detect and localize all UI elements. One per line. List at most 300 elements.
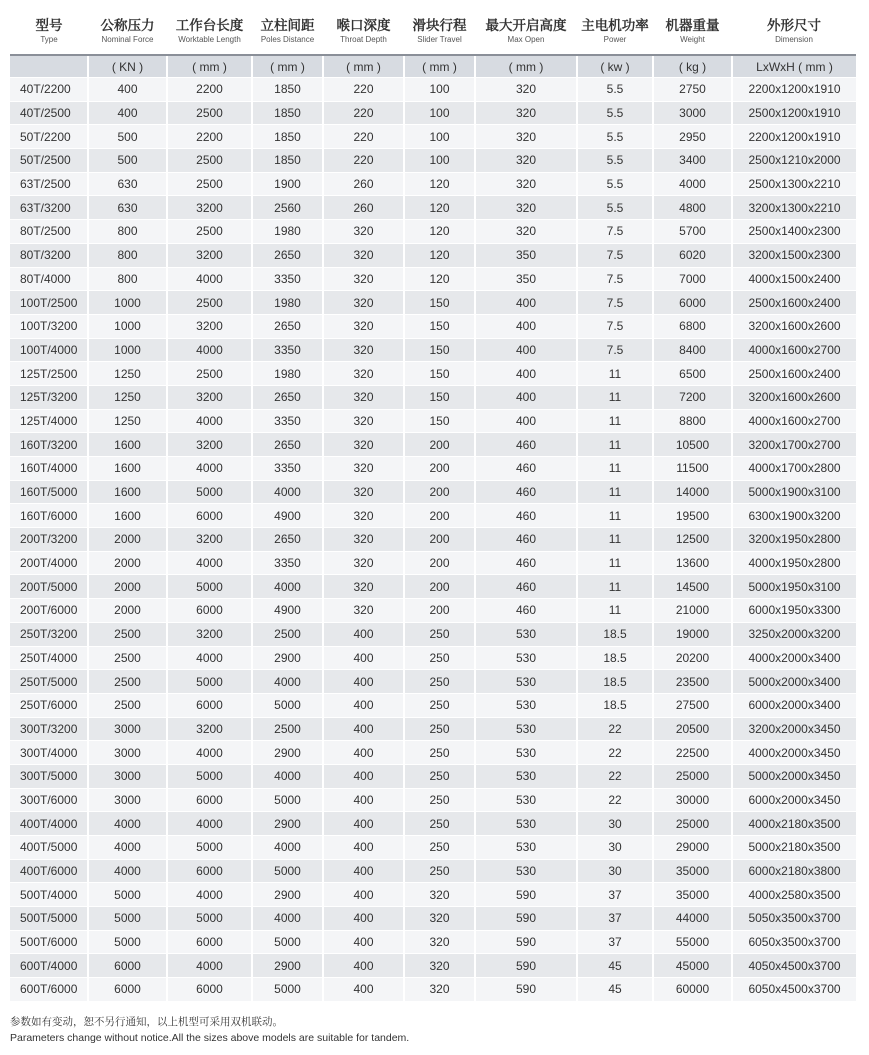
cell-slider-travel: 120 <box>404 196 475 220</box>
table-row <box>10 622 856 646</box>
cell-slider-travel: 200 <box>404 480 475 504</box>
cell-slider-travel: 200 <box>404 433 475 457</box>
spec-sheet <box>10 8 856 1002</box>
cell-dimension: 3200x1300x2210 <box>732 196 856 220</box>
cell-worktable-length: 2500 <box>167 172 252 196</box>
cell-power: 7.5 <box>577 314 653 338</box>
cell-worktable-length: 5000 <box>167 907 252 931</box>
cell-poles-distance: 4900 <box>252 504 323 528</box>
cell-throat-depth: 400 <box>323 622 404 646</box>
cell-max-open: 320 <box>475 196 577 220</box>
cell-dimension: 6050x3500x3700 <box>732 930 856 954</box>
cell-dimension: 5000x2000x3400 <box>732 670 856 694</box>
cell-model: 100T/3200 <box>10 314 88 338</box>
table-row <box>10 504 856 528</box>
cell-throat-depth: 220 <box>323 149 404 173</box>
table-row <box>10 385 856 409</box>
cell-nominal-force: 3000 <box>88 788 167 812</box>
cell-throat-depth: 400 <box>323 646 404 670</box>
cell-worktable-length: 2200 <box>167 78 252 102</box>
cell-throat-depth: 320 <box>323 314 404 338</box>
cell-power: 22 <box>577 717 653 741</box>
cell-weight: 4000 <box>653 172 732 196</box>
cell-slider-travel: 250 <box>404 788 475 812</box>
footnotes <box>10 1014 856 1046</box>
cell-power: 7.5 <box>577 338 653 362</box>
cell-slider-travel: 320 <box>404 930 475 954</box>
cell-max-open: 530 <box>475 764 577 788</box>
cell-slider-travel: 150 <box>404 338 475 362</box>
cell-nominal-force: 4000 <box>88 812 167 836</box>
cell-worktable-length: 3200 <box>167 243 252 267</box>
cell-poles-distance: 2900 <box>252 883 323 907</box>
cell-max-open: 400 <box>475 385 577 409</box>
cell-dimension: 6050x4500x3700 <box>732 978 856 1002</box>
cell-nominal-force: 1600 <box>88 480 167 504</box>
cell-power: 5.5 <box>577 172 653 196</box>
cell-slider-travel: 120 <box>404 267 475 291</box>
cell-worktable-length: 6000 <box>167 504 252 528</box>
cell-dimension: 6300x1900x3200 <box>732 504 856 528</box>
cell-model: 400T/4000 <box>10 812 88 836</box>
cell-nominal-force: 1600 <box>88 457 167 481</box>
unit-cell: ( mm ) <box>475 55 577 78</box>
cell-dimension: 5050x3500x3700 <box>732 907 856 931</box>
cell-model: 50T/2500 <box>10 149 88 173</box>
table-row <box>10 267 856 291</box>
cell-slider-travel: 200 <box>404 528 475 552</box>
cell-dimension: 2200x1200x1910 <box>732 125 856 149</box>
cell-throat-depth: 400 <box>323 836 404 860</box>
cell-slider-travel: 250 <box>404 812 475 836</box>
cell-throat-depth: 320 <box>323 409 404 433</box>
cell-model: 300T/6000 <box>10 788 88 812</box>
cell-worktable-length: 4000 <box>167 812 252 836</box>
cell-max-open: 530 <box>475 717 577 741</box>
cell-max-open: 320 <box>475 149 577 173</box>
cell-slider-travel: 100 <box>404 78 475 102</box>
cell-power: 18.5 <box>577 646 653 670</box>
cell-max-open: 460 <box>475 599 577 623</box>
cell-nominal-force: 2000 <box>88 575 167 599</box>
cell-throat-depth: 400 <box>323 741 404 765</box>
col-header-zh: 最大开启高度 <box>485 17 567 34</box>
cell-power: 5.5 <box>577 125 653 149</box>
col-header-zh: 公称压力 <box>100 17 155 34</box>
cell-throat-depth: 320 <box>323 433 404 457</box>
cell-dimension: 5000x1950x3100 <box>732 575 856 599</box>
cell-slider-travel: 200 <box>404 457 475 481</box>
cell-slider-travel: 150 <box>404 314 475 338</box>
col-header-zh: 立柱间距 <box>260 17 315 34</box>
table-row <box>10 741 856 765</box>
cell-power: 18.5 <box>577 670 653 694</box>
col-header-nominal-force <box>88 8 167 55</box>
cell-dimension: 2500x1600x2400 <box>732 291 856 315</box>
cell-model: 160T/3200 <box>10 433 88 457</box>
cell-throat-depth: 400 <box>323 788 404 812</box>
cell-max-open: 590 <box>475 978 577 1002</box>
cell-dimension: 3200x1600x2600 <box>732 314 856 338</box>
cell-max-open: 400 <box>475 291 577 315</box>
cell-max-open: 400 <box>475 314 577 338</box>
cell-slider-travel: 150 <box>404 291 475 315</box>
cell-weight: 44000 <box>653 907 732 931</box>
table-row <box>10 433 856 457</box>
cell-worktable-length: 3200 <box>167 433 252 457</box>
col-header-zh: 主电机功率 <box>581 17 649 34</box>
cell-dimension: 2500x1400x2300 <box>732 220 856 244</box>
cell-weight: 30000 <box>653 788 732 812</box>
cell-nominal-force: 1000 <box>88 338 167 362</box>
cell-dimension: 3200x1500x2300 <box>732 243 856 267</box>
cell-power: 11 <box>577 551 653 575</box>
cell-max-open: 460 <box>475 528 577 552</box>
cell-weight: 55000 <box>653 930 732 954</box>
cell-max-open: 590 <box>475 954 577 978</box>
cell-poles-distance: 2900 <box>252 646 323 670</box>
cell-dimension: 4000x1500x2400 <box>732 267 856 291</box>
cell-nominal-force: 800 <box>88 243 167 267</box>
cell-worktable-length: 6000 <box>167 978 252 1002</box>
cell-weight: 3000 <box>653 101 732 125</box>
cell-poles-distance: 1850 <box>252 125 323 149</box>
cell-dimension: 3200x1950x2800 <box>732 528 856 552</box>
cell-max-open: 530 <box>475 859 577 883</box>
table-row <box>10 291 856 315</box>
cell-slider-travel: 250 <box>404 670 475 694</box>
cell-nominal-force: 1600 <box>88 433 167 457</box>
cell-power: 11 <box>577 575 653 599</box>
cell-weight: 19000 <box>653 622 732 646</box>
table-row <box>10 338 856 362</box>
cell-poles-distance: 5000 <box>252 978 323 1002</box>
cell-poles-distance: 2650 <box>252 243 323 267</box>
cell-model: 160T/4000 <box>10 457 88 481</box>
table-row <box>10 670 856 694</box>
cell-power: 11 <box>577 504 653 528</box>
table-row <box>10 764 856 788</box>
cell-dimension: 4000x1600x2700 <box>732 409 856 433</box>
cell-nominal-force: 3000 <box>88 764 167 788</box>
unit-cell: ( kg ) <box>653 55 732 78</box>
cell-model: 400T/5000 <box>10 836 88 860</box>
cell-dimension: 4050x4500x3700 <box>732 954 856 978</box>
cell-poles-distance: 2900 <box>252 954 323 978</box>
cell-slider-travel: 200 <box>404 551 475 575</box>
table-row <box>10 717 856 741</box>
cell-slider-travel: 250 <box>404 741 475 765</box>
cell-throat-depth: 400 <box>323 859 404 883</box>
cell-nominal-force: 800 <box>88 220 167 244</box>
cell-model: 500T/5000 <box>10 907 88 931</box>
cell-worktable-length: 5000 <box>167 764 252 788</box>
cell-weight: 20200 <box>653 646 732 670</box>
cell-slider-travel: 150 <box>404 385 475 409</box>
cell-max-open: 460 <box>475 551 577 575</box>
cell-model: 80T/4000 <box>10 267 88 291</box>
col-header-zh: 喉口深度 <box>336 17 391 34</box>
cell-slider-travel: 150 <box>404 409 475 433</box>
col-header-throat-depth <box>323 8 404 55</box>
cell-poles-distance: 5000 <box>252 859 323 883</box>
cell-dimension: 5000x2180x3500 <box>732 836 856 860</box>
cell-worktable-length: 3200 <box>167 196 252 220</box>
cell-poles-distance: 4900 <box>252 599 323 623</box>
cell-throat-depth: 220 <box>323 78 404 102</box>
cell-slider-travel: 320 <box>404 907 475 931</box>
table-row <box>10 362 856 386</box>
table-row <box>10 812 856 836</box>
cell-nominal-force: 1000 <box>88 291 167 315</box>
cell-max-open: 530 <box>475 812 577 836</box>
cell-poles-distance: 3350 <box>252 551 323 575</box>
cell-slider-travel: 250 <box>404 693 475 717</box>
cell-nominal-force: 3000 <box>88 741 167 765</box>
col-header-en: Power <box>603 34 627 44</box>
cell-poles-distance: 1980 <box>252 362 323 386</box>
cell-weight: 6000 <box>653 291 732 315</box>
footnote-zh: 参数如有变动，恕不另行通知，以上机型可采用双机联动。 <box>10 1016 283 1028</box>
cell-poles-distance: 2650 <box>252 314 323 338</box>
unit-cell: ( KN ) <box>88 55 167 78</box>
cell-model: 125T/2500 <box>10 362 88 386</box>
cell-model: 200T/4000 <box>10 551 88 575</box>
cell-poles-distance: 4000 <box>252 907 323 931</box>
cell-throat-depth: 400 <box>323 954 404 978</box>
cell-worktable-length: 2500 <box>167 101 252 125</box>
cell-model: 600T/6000 <box>10 978 88 1002</box>
cell-throat-depth: 320 <box>323 291 404 315</box>
cell-model: 500T/6000 <box>10 930 88 954</box>
col-header-zh: 外形尺寸 <box>767 17 821 34</box>
cell-dimension: 6000x2180x3800 <box>732 859 856 883</box>
cell-max-open: 460 <box>475 504 577 528</box>
cell-model: 250T/3200 <box>10 622 88 646</box>
cell-max-open: 590 <box>475 883 577 907</box>
cell-max-open: 590 <box>475 907 577 931</box>
col-header-en: Weight <box>680 34 705 44</box>
cell-worktable-length: 6000 <box>167 788 252 812</box>
cell-throat-depth: 260 <box>323 196 404 220</box>
cell-power: 11 <box>577 599 653 623</box>
cell-throat-depth: 320 <box>323 243 404 267</box>
cell-model: 100T/2500 <box>10 291 88 315</box>
cell-weight: 7200 <box>653 385 732 409</box>
cell-nominal-force: 1000 <box>88 314 167 338</box>
cell-poles-distance: 1850 <box>252 78 323 102</box>
cell-model: 300T/5000 <box>10 764 88 788</box>
cell-worktable-length: 5000 <box>167 480 252 504</box>
cell-poles-distance: 4000 <box>252 480 323 504</box>
col-header-zh: 型号 <box>35 17 63 34</box>
cell-throat-depth: 320 <box>323 385 404 409</box>
col-header-en: Slider Travel <box>417 34 462 44</box>
cell-nominal-force: 5000 <box>88 883 167 907</box>
cell-weight: 6800 <box>653 314 732 338</box>
cell-model: 125T/3200 <box>10 385 88 409</box>
table-row <box>10 575 856 599</box>
cell-dimension: 5000x1900x3100 <box>732 480 856 504</box>
cell-power: 11 <box>577 409 653 433</box>
spec-table-body <box>10 78 856 1002</box>
cell-max-open: 320 <box>475 220 577 244</box>
col-header-en: Throat Depth <box>340 34 387 44</box>
cell-power: 18.5 <box>577 693 653 717</box>
cell-throat-depth: 400 <box>323 812 404 836</box>
table-row <box>10 859 856 883</box>
cell-worktable-length: 4000 <box>167 954 252 978</box>
cell-dimension: 2500x1200x1910 <box>732 101 856 125</box>
cell-power: 11 <box>577 457 653 481</box>
cell-nominal-force: 630 <box>88 172 167 196</box>
cell-dimension: 4000x1950x2800 <box>732 551 856 575</box>
cell-nominal-force: 2500 <box>88 622 167 646</box>
col-header-en: Nominal Force <box>101 34 154 44</box>
cell-max-open: 350 <box>475 267 577 291</box>
cell-model: 200T/6000 <box>10 599 88 623</box>
cell-power: 7.5 <box>577 220 653 244</box>
cell-max-open: 530 <box>475 788 577 812</box>
cell-weight: 2950 <box>653 125 732 149</box>
cell-poles-distance: 2500 <box>252 622 323 646</box>
cell-weight: 12500 <box>653 528 732 552</box>
cell-power: 7.5 <box>577 291 653 315</box>
cell-power: 5.5 <box>577 78 653 102</box>
cell-weight: 22500 <box>653 741 732 765</box>
cell-slider-travel: 320 <box>404 883 475 907</box>
col-header-en: Dimension <box>775 34 813 44</box>
col-header-type <box>10 8 88 55</box>
table-row <box>10 220 856 244</box>
table-row <box>10 409 856 433</box>
cell-dimension: 3200x2000x3450 <box>732 717 856 741</box>
unit-cell: ( mm ) <box>167 55 252 78</box>
cell-max-open: 530 <box>475 670 577 694</box>
cell-max-open: 460 <box>475 575 577 599</box>
cell-model: 125T/4000 <box>10 409 88 433</box>
unit-cell: ( kw ) <box>577 55 653 78</box>
cell-slider-travel: 320 <box>404 954 475 978</box>
cell-nominal-force: 5000 <box>88 930 167 954</box>
cell-power: 30 <box>577 836 653 860</box>
cell-worktable-length: 4000 <box>167 267 252 291</box>
cell-poles-distance: 3350 <box>252 338 323 362</box>
table-row <box>10 907 856 931</box>
cell-weight: 27500 <box>653 693 732 717</box>
cell-power: 5.5 <box>577 149 653 173</box>
unit-cell: ( mm ) <box>323 55 404 78</box>
col-header-dimension <box>732 8 856 55</box>
cell-poles-distance: 5000 <box>252 693 323 717</box>
cell-dimension: 2200x1200x1910 <box>732 78 856 102</box>
cell-worktable-length: 5000 <box>167 836 252 860</box>
cell-power: 37 <box>577 930 653 954</box>
cell-dimension: 2500x1300x2210 <box>732 172 856 196</box>
cell-poles-distance: 2900 <box>252 741 323 765</box>
cell-power: 18.5 <box>577 622 653 646</box>
cell-weight: 6020 <box>653 243 732 267</box>
cell-worktable-length: 3200 <box>167 385 252 409</box>
cell-weight: 3400 <box>653 149 732 173</box>
cell-dimension: 4000x2000x3450 <box>732 741 856 765</box>
cell-model: 500T/4000 <box>10 883 88 907</box>
cell-model: 160T/5000 <box>10 480 88 504</box>
cell-model: 400T/6000 <box>10 859 88 883</box>
cell-max-open: 530 <box>475 693 577 717</box>
header-row <box>10 8 856 55</box>
spec-table <box>10 8 856 1002</box>
cell-throat-depth: 320 <box>323 267 404 291</box>
table-row <box>10 883 856 907</box>
table-row <box>10 646 856 670</box>
cell-dimension: 2500x1600x2400 <box>732 362 856 386</box>
table-row <box>10 978 856 1002</box>
table-row <box>10 457 856 481</box>
cell-model: 250T/6000 <box>10 693 88 717</box>
unit-cell: ( mm ) <box>252 55 323 78</box>
cell-throat-depth: 220 <box>323 101 404 125</box>
cell-poles-distance: 1900 <box>252 172 323 196</box>
cell-slider-travel: 100 <box>404 101 475 125</box>
cell-poles-distance: 1980 <box>252 291 323 315</box>
cell-max-open: 530 <box>475 836 577 860</box>
cell-nominal-force: 1250 <box>88 385 167 409</box>
cell-nominal-force: 3000 <box>88 717 167 741</box>
cell-weight: 45000 <box>653 954 732 978</box>
cell-worktable-length: 3200 <box>167 314 252 338</box>
table-row <box>10 788 856 812</box>
cell-worktable-length: 4000 <box>167 338 252 362</box>
col-header-zh: 工作台长度 <box>175 17 244 34</box>
cell-weight: 19500 <box>653 504 732 528</box>
cell-weight: 2750 <box>653 78 732 102</box>
cell-slider-travel: 120 <box>404 220 475 244</box>
table-row <box>10 172 856 196</box>
cell-worktable-length: 6000 <box>167 599 252 623</box>
cell-throat-depth: 400 <box>323 930 404 954</box>
cell-nominal-force: 4000 <box>88 836 167 860</box>
cell-dimension: 3200x1600x2600 <box>732 385 856 409</box>
cell-weight: 13600 <box>653 551 732 575</box>
cell-model: 63T/2500 <box>10 172 88 196</box>
cell-poles-distance: 2900 <box>252 812 323 836</box>
cell-power: 30 <box>577 812 653 836</box>
cell-nominal-force: 500 <box>88 149 167 173</box>
cell-worktable-length: 6000 <box>167 693 252 717</box>
table-row <box>10 836 856 860</box>
cell-slider-travel: 250 <box>404 622 475 646</box>
table-row <box>10 314 856 338</box>
col-header-zh: 滑块行程 <box>412 17 467 34</box>
cell-throat-depth: 320 <box>323 457 404 481</box>
cell-power: 22 <box>577 764 653 788</box>
cell-poles-distance: 2650 <box>252 433 323 457</box>
cell-worktable-length: 5000 <box>167 575 252 599</box>
cell-nominal-force: 400 <box>88 78 167 102</box>
cell-power: 5.5 <box>577 196 653 220</box>
cell-model: 63T/3200 <box>10 196 88 220</box>
col-header-power <box>577 8 653 55</box>
cell-model: 80T/2500 <box>10 220 88 244</box>
cell-max-open: 460 <box>475 433 577 457</box>
cell-throat-depth: 320 <box>323 599 404 623</box>
cell-model: 300T/4000 <box>10 741 88 765</box>
cell-model: 200T/3200 <box>10 528 88 552</box>
cell-nominal-force: 6000 <box>88 978 167 1002</box>
cell-power: 11 <box>577 385 653 409</box>
cell-worktable-length: 2500 <box>167 291 252 315</box>
